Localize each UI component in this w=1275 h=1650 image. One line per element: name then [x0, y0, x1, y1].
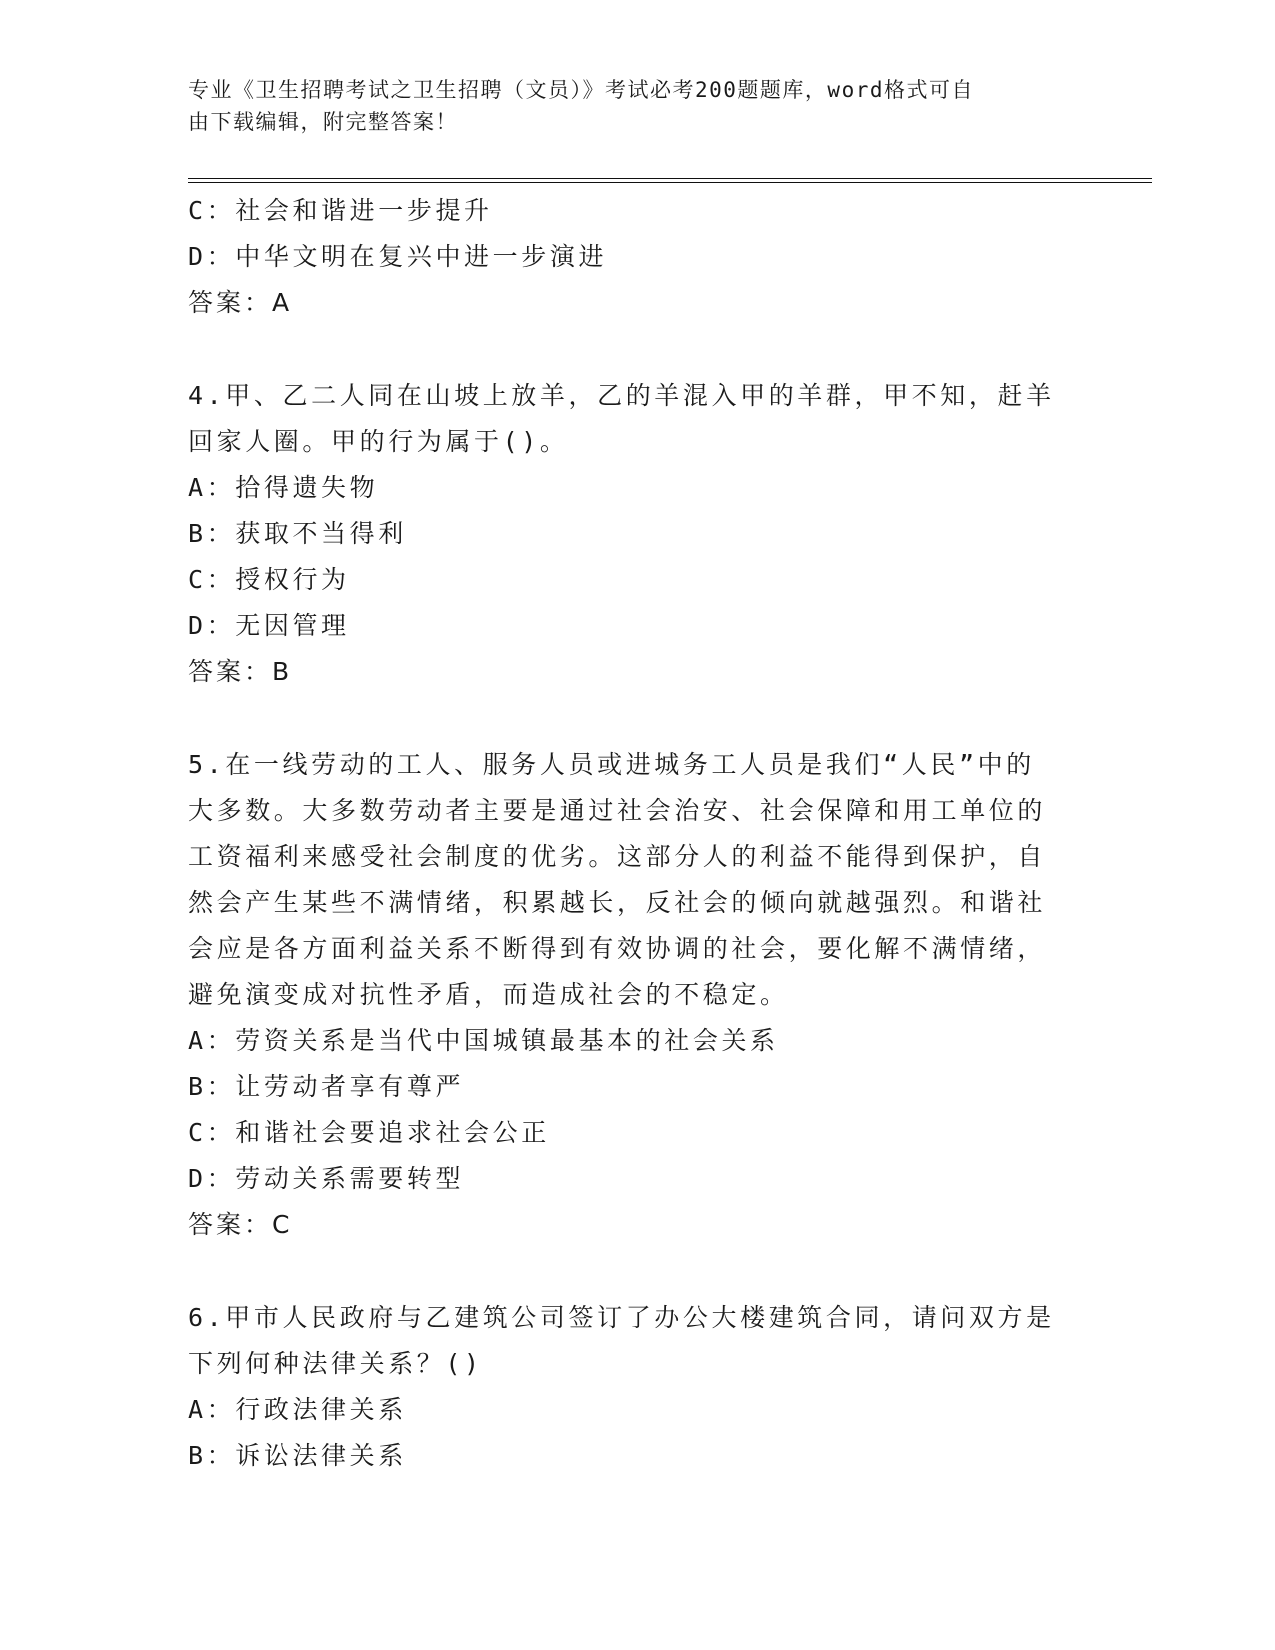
q5-stem-line-6: 避免演变成对抗性矛盾，而造成社会的不稳定。: [188, 980, 789, 1009]
question-5: [188, 742, 1068, 1248]
q3-answer: 答案：A: [188, 288, 293, 317]
q5-stem-line-5: 会应是各方面利益关系不断得到有效协调的社会，要化解不满情绪，: [188, 934, 1047, 963]
q3-option-d: D：中华文明在复兴中进一步演进: [188, 242, 608, 271]
q4-option-b: B：获取不当得利: [188, 519, 407, 548]
header-line-1: 专业《卫生招聘考试之卫生招聘（文员）》考试必考200题题库，word格式可自: [188, 78, 974, 102]
q4-option-d: D：无因管理: [188, 611, 350, 640]
q4-answer: 答案：B: [188, 657, 293, 686]
question-spacer: [188, 695, 1068, 742]
q6-stem-line-1: 6.甲市人民政府与乙建筑公司签订了办公大楼建筑合同，请问双方是: [188, 1303, 1055, 1332]
q6-option-b: B：诉讼法律关系: [188, 1441, 407, 1470]
q6-stem-line-2: 下列何种法律关系？(): [188, 1349, 483, 1378]
question-list: [188, 188, 1068, 1479]
q5-stem-line-3: 工资福利来感受社会制度的优劣。这部分人的利益不能得到保护，自: [188, 842, 1047, 871]
q4-option-a: A：拾得遗失物: [188, 473, 379, 502]
q5-answer: 答案：C: [188, 1210, 293, 1239]
question-4: [188, 373, 1068, 695]
question-6: [188, 1295, 1068, 1479]
document-header: [188, 74, 1068, 138]
q5-stem-line-2: 大多数。大多数劳动者主要是通过社会治安、社会保障和用工单位的: [188, 796, 1047, 825]
question-spacer: [188, 1248, 1068, 1295]
q4-stem-line-2: 回家人圈。甲的行为属于()。: [188, 427, 569, 456]
question-spacer: [188, 326, 1068, 373]
question-3: [188, 188, 1068, 326]
q4-stem-line-1: 4.甲、乙二人同在山坡上放羊，乙的羊混入甲的羊群，甲不知，赶羊: [188, 381, 1055, 410]
q4-option-c: C：授权行为: [188, 565, 350, 594]
header-divider-top: [188, 178, 1152, 179]
q5-option-a: A：劳资关系是当代中国城镇最基本的社会关系: [188, 1026, 779, 1055]
q5-option-c: C：和谐社会要追求社会公正: [188, 1118, 550, 1147]
q3-option-c: C：社会和谐进一步提升: [188, 196, 493, 225]
q5-option-b: B：让劳动者享有尊严: [188, 1072, 465, 1101]
header-divider-bottom: [188, 182, 1152, 183]
header-line-2: 由下载编辑，附完整答案！: [188, 110, 458, 134]
q5-stem-line-4: 然会产生某些不满情绪，积累越长，反社会的倾向就越强烈。和谐社: [188, 888, 1047, 917]
q6-option-a: A：行政法律关系: [188, 1395, 407, 1424]
q5-option-d: D：劳动关系需要转型: [188, 1164, 465, 1193]
q5-stem-line-1: 5.在一线劳动的工人、服务人员或进城务工人员是我们“人民”中的: [188, 750, 1035, 779]
